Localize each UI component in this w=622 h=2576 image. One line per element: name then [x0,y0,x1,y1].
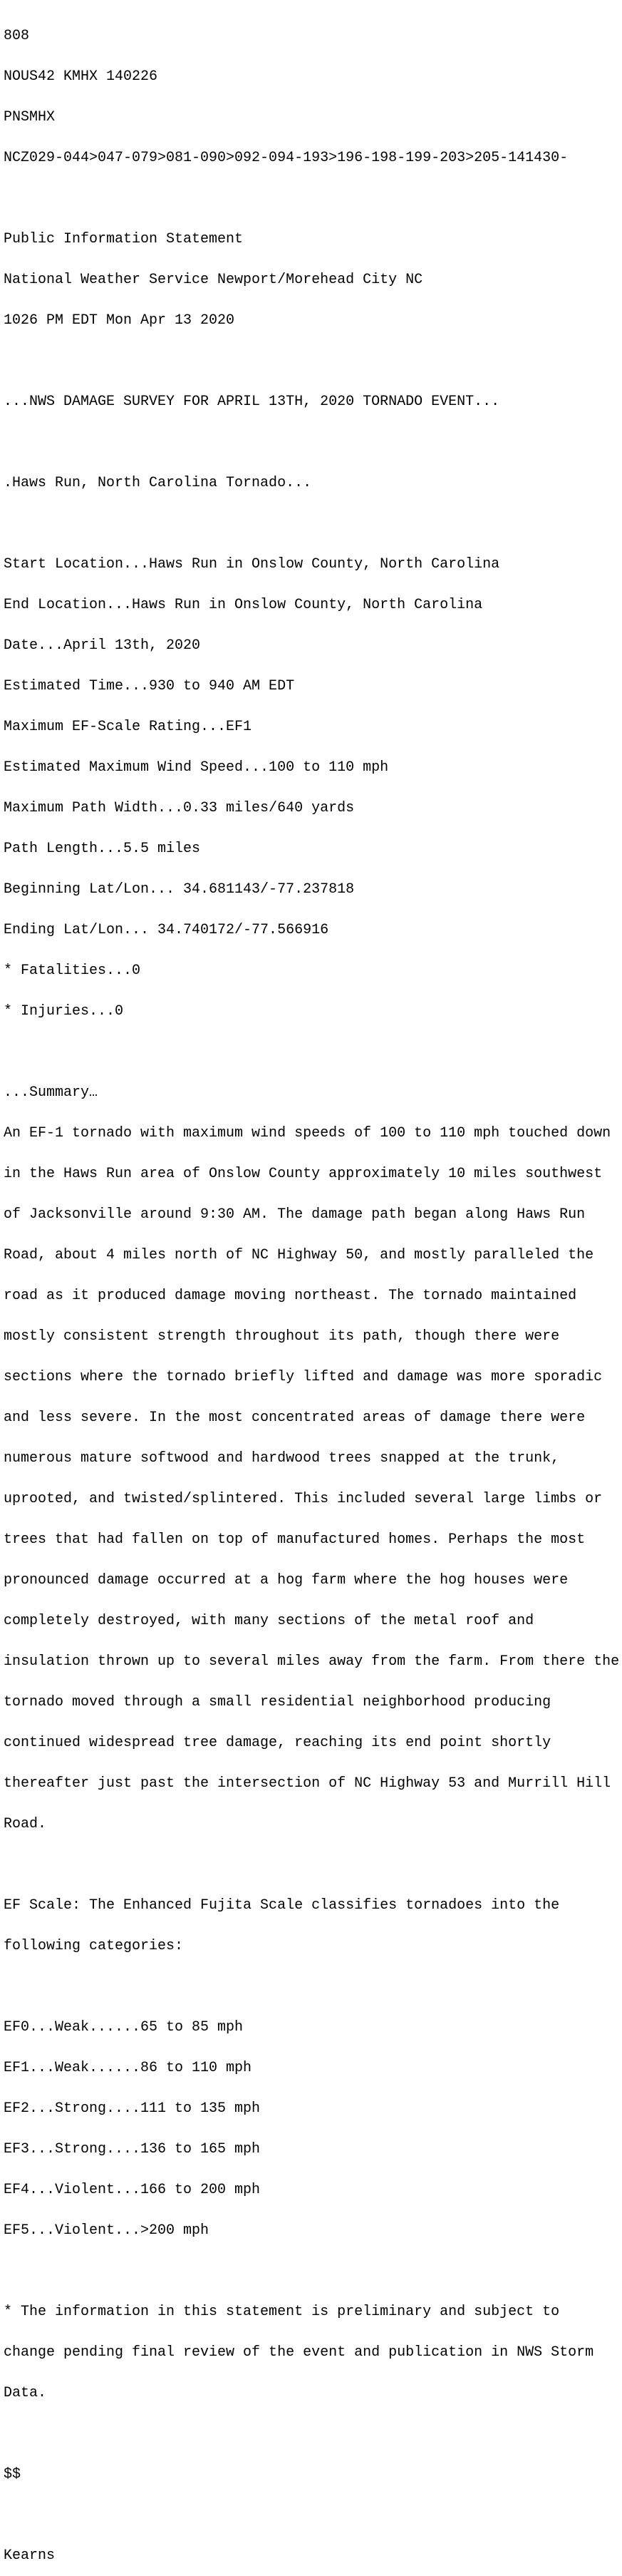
blank-line [4,192,622,205]
blank-line [4,1980,622,1993]
summary-line: continued widespread tree damage, reaching its end point shortly [4,1735,551,1751]
disclaimer: Data. [4,2385,47,2401]
summary-line: pronounced damage occurred at a hog farm where the hog houses were [4,1572,569,1589]
author-signature: Kearns [4,2547,56,2564]
issuing-office: National Weather Service Newport/Morehead City NC [4,272,423,288]
ef-scale-row: EF3...Strong....136 to 165 mph [4,2141,261,2157]
headline: ...NWS DAMAGE SURVEY FOR APRIL 13TH, 2020 TORNADO EVENT... [4,394,500,410]
blank-line [4,2508,622,2522]
ef-scale-row: EF2...Strong....111 to 135 mph [4,2100,261,2117]
issue-time: 1026 PM EDT Mon Apr 13 2020 [4,312,235,329]
blank-line [4,2427,622,2441]
summary-line: An EF-1 tornado with maximum wind speeds of 100 to 110 mph touched down [4,1125,611,1141]
summary-line: road as it produced damage moving northeast. The tornado maintained [4,1288,577,1304]
ending-lat-lon: Ending Lat/Lon... 34.740172/-77.566916 [4,922,329,938]
summary-line: Road. [4,1816,47,1832]
summary-line: uprooted, and twisted/splintered. This included several large limbs or [4,1491,603,1507]
summary-heading: ...Summary… [4,1084,98,1101]
blank-line [4,354,622,368]
max-ef-rating: Maximum EF-Scale Rating...EF1 [4,719,252,735]
summary-line: sections where the tornado briefly lifted and damage was more sporadic [4,1369,603,1385]
disclaimer: * The information in this statement is preliminary and subject to [4,2304,560,2320]
injuries: * Injuries...0 [4,1003,124,1020]
event-date: Date...April 13th, 2020 [4,637,201,654]
end-marker: $$ [4,2466,21,2483]
summary-line: thereafter just past the intersection of NC Highway 53 and Murrill Hill [4,1775,611,1792]
summary-line: numerous mature softwood and hardwood trees snapped at the trunk, [4,1450,560,1467]
summary-line: mostly consistent strength throughout its path, though there were [4,1328,560,1345]
blank-line [4,517,622,530]
ef-scale-row: EF0...Weak......65 to 85 mph [4,2019,244,2036]
max-wind-speed: Estimated Maximum Wind Speed...100 to 110 mph [4,759,389,776]
blank-line [4,436,622,449]
start-location: Start Location...Haws Run in Onslow County, North Carolina [4,556,500,573]
estimated-time: Estimated Time...930 to 940 AM EDT [4,678,295,694]
statement-title: Public Information Statement [4,231,244,247]
summary-line: of Jacksonville around 9:30 AM. The damage path began along Haws Run [4,1206,586,1223]
ef-scale-intro: EF Scale: The Enhanced Fujita Scale classifies tornadoes into the [4,1897,560,1914]
max-path-width: Maximum Path Width...0.33 miles/640 yards [4,800,355,816]
ef-scale-row: EF5...Violent...>200 mph [4,2222,209,2239]
summary-line: tornado moved through a small residential neighborhood producing [4,1694,551,1710]
summary-line: insulation thrown up to several miles away from the farm. From there the [4,1653,620,1670]
summary-line: completely destroyed, with many sections of the metal roof and [4,1613,534,1629]
fatalities: * Fatalities...0 [4,963,141,979]
wmo-header: NOUS42 KMHX 140226 [4,68,158,85]
summary-line: in the Haws Run area of Onslow County approximately 10 miles southwest [4,1166,603,1182]
ef-scale-row: EF4...Violent...166 to 200 mph [4,2182,261,2198]
event-name: .Haws Run, North Carolina Tornado... [4,475,312,491]
blank-line [4,1858,622,1872]
summary-line: trees that had fallen on top of manufactured homes. Perhaps the most [4,1531,586,1548]
end-location: End Location...Haws Run in Onslow County, North Carolina [4,597,483,613]
summary-line: and less severe. In the most concentrated areas of damage there were [4,1410,586,1426]
product-id: 808 [4,28,30,44]
path-length: Path Length...5.5 miles [4,841,201,857]
ef-scale-row: EF1...Weak......86 to 110 mph [4,2060,252,2076]
disclaimer: change pending final review of the event and publication in NWS Storm [4,2344,594,2361]
blank-line [4,2264,622,2278]
summary-line: Road, about 4 miles north of NC Highway 50, and mostly paralleled the [4,1247,594,1263]
awips-id: PNSMHX [4,109,56,125]
zone-codes: NCZ029-044>047-079>081-090>092-094-193>196-198-199-203>205-141430- [4,150,569,166]
blank-line [4,1045,622,1059]
beginning-lat-lon: Beginning Lat/Lon... 34.681143/-77.237818 [4,881,355,898]
ef-scale-intro: following categories: [4,1938,184,1954]
